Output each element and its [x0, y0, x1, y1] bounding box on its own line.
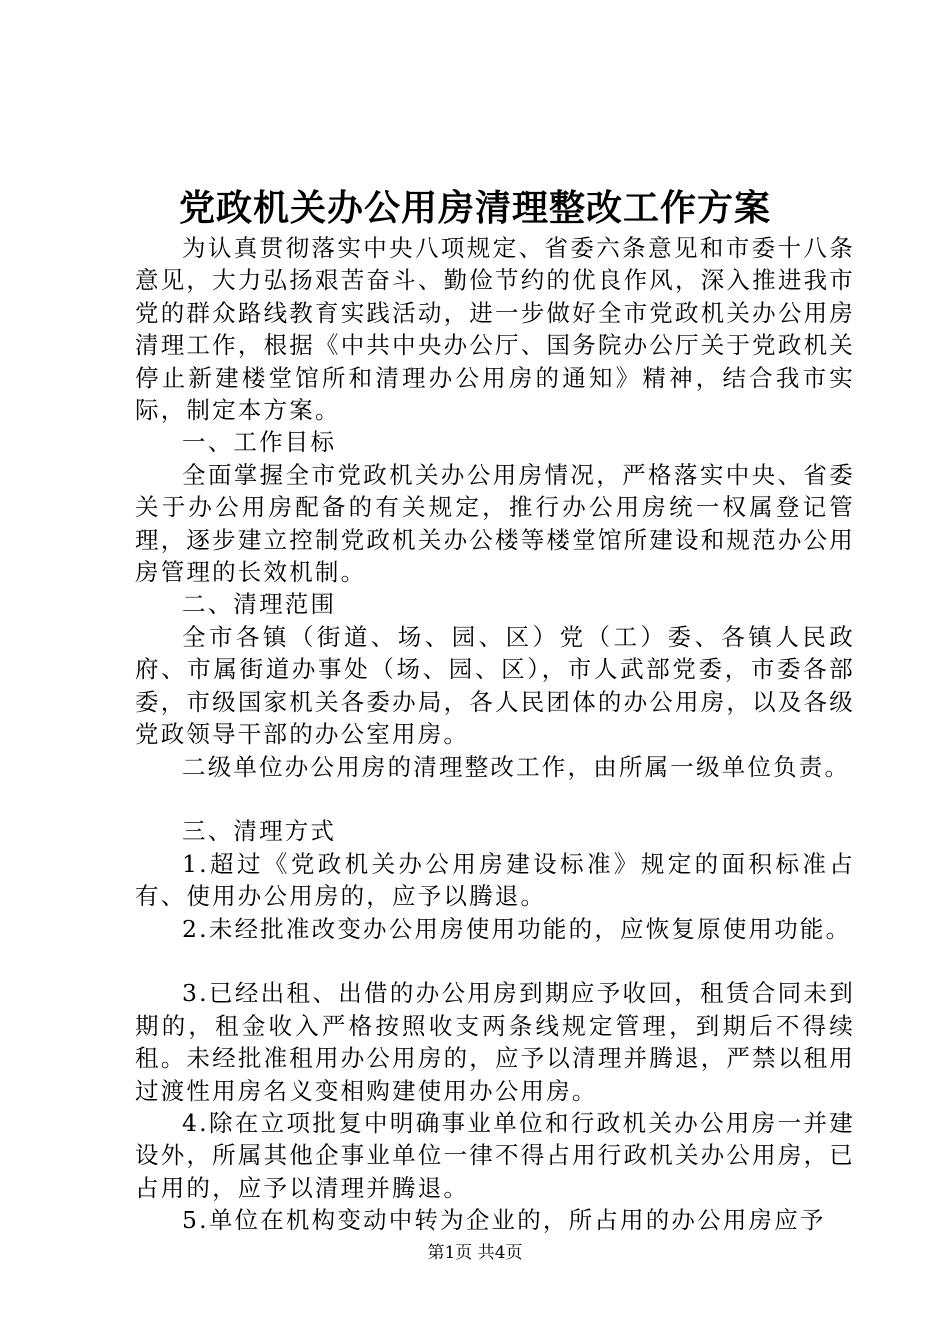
- list-item-4: 4.除在立项批复中明确事业单位和行政机关办公用房一并建设外，所属其他企事业单位一律不得占用行政机关办公用房，已占用的，应予以清理并腾退。: [135, 1108, 855, 1202]
- paragraph-work-goal: 全面掌握全市党政机关办公用房情况，严格落实中央、省委关于办公用房配备的有关规定，推行办公用房统一权属登记管理，逐步建立控制党政机关办公楼等楼堂馆所建设和规范办公用房管理的长效机制。: [135, 460, 855, 587]
- heading-work-goal: 一、工作目标: [182, 428, 337, 457]
- paragraph-cleanup-scope: 全市各镇（街道、场、园、区）党（工）委、各镇人民政府、市属街道办事处（场、园、区），市人武部党委，市委各部委，市级国家机关各委办局，各人民团体的办公用房，以及各级党政领导干部的办公室用房。: [135, 622, 855, 749]
- list-item-1: 1.超过《党政机关办公用房建设标准》规定的面积标准占有、使用办公用房的，应予以腾退。: [135, 849, 855, 911]
- page-footer: 第1页 共4页: [427, 1243, 523, 1263]
- paragraph-spacer: [135, 783, 855, 815]
- heading-cleanup-scope: 二、清理范围: [182, 590, 337, 619]
- heading-cleanup-method: 三、清理方式: [182, 817, 337, 846]
- list-item-5: 5.单位在机构变动中转为企业的，所占用的办公用房应予: [182, 1206, 826, 1235]
- list-item-3: 3.已经出租、出借的办公用房到期应予收回，租赁合同未到期的，租金收入严格按照收支两条线规定管理，到期后不得续租。未经批准租用办公用房的，应予以清理并腾退，严禁以租用过渡性用房名义变相购建使用办公用房。: [135, 979, 855, 1105]
- paragraph-spacer: [135, 945, 855, 977]
- list-item-2: 2.未经批准改变办公用房使用功能的，应恢复原使用功能。: [182, 914, 852, 943]
- paragraph-secondary-units: 二级单位办公用房的清理整改工作，由所属一级单位负责。: [182, 752, 851, 781]
- document-body: [135, 232, 855, 1237]
- document-title: 党政机关办公用房清理整改工作方案: [178, 187, 771, 229]
- paragraph-intro: 为认真贯彻落实中央八项规定、省委六条意见和市委十八条意见，大力弘扬艰苦奋斗、勤俭节约的优良作风，深入推进我市党的群众路线教育实践活动，进一步做好全市党政机关办公用房清理工作，根据《中共中央办公厅、国务院办公厅关于党政机关停止新建楼堂馆所和清理办公用房的通知》精神，结合我市实际，制定本方案。: [135, 234, 855, 425]
